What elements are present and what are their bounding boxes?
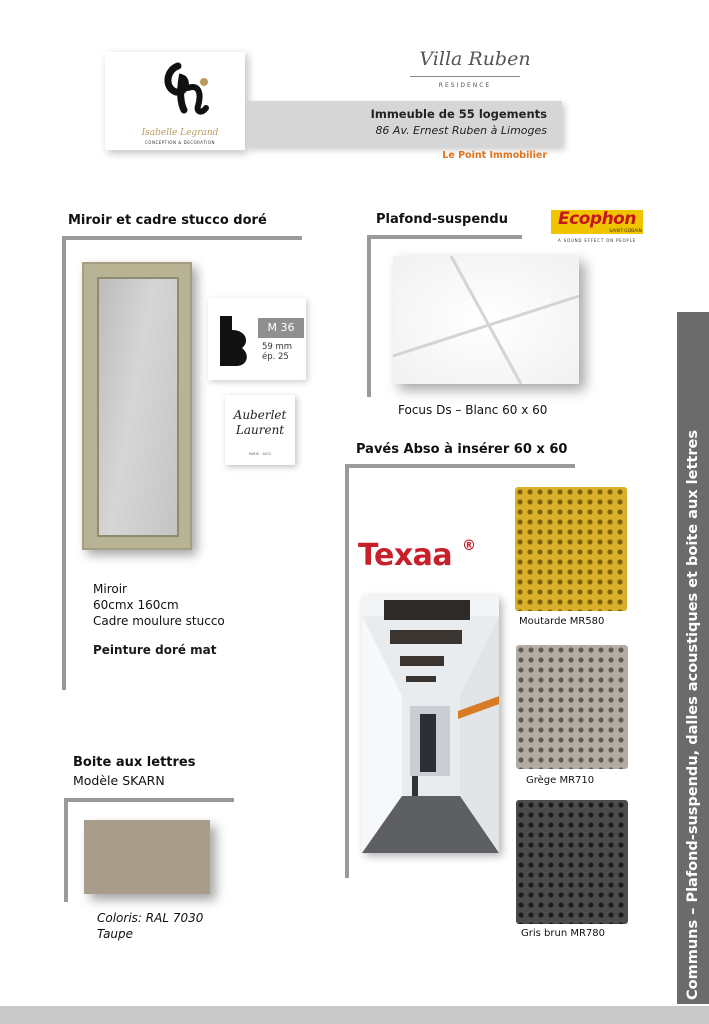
mirror-glass — [97, 277, 179, 537]
molding-dimensions — [262, 342, 292, 362]
mirror-bracket-left — [62, 236, 66, 690]
swatch-label-moutarde: Moutarde MR580 — [519, 616, 605, 627]
paves-section-title: Pavés Abso à insérer 60 x 60 — [356, 442, 568, 457]
mailbox-color-name: Taupe — [97, 927, 134, 941]
designer-logo-icon — [158, 58, 218, 118]
ceiling-bracket-top — [367, 235, 522, 239]
molding-reference: M 36 — [258, 318, 304, 338]
molding-width: 59 mm — [262, 342, 293, 352]
swatch-grege — [516, 645, 628, 769]
paves-bracket-top — [345, 464, 575, 468]
mailbox-color-swatch — [84, 820, 210, 894]
texaa-registered: ® — [462, 538, 476, 554]
texaa-logo: Texaa — [358, 538, 453, 573]
ceiling-tile-image — [393, 256, 579, 384]
mailbox-model: Modèle SKARN — [73, 773, 165, 788]
mirror-desc-line-3: Cadre moulure stucco — [93, 614, 225, 628]
logo-subtitle: CONCEPTION & DECORATION — [145, 140, 215, 145]
mirror-desc-line-1: Miroir — [93, 582, 127, 596]
villa-subtitle: RESIDENCE — [438, 82, 492, 89]
ceiling-section-title: Plafond-suspendu — [376, 212, 508, 227]
swatch-moutarde — [515, 487, 627, 611]
mirror-description — [93, 581, 225, 629]
ecophon-tagline: A SOUND EFFECT ON PEOPLE — [558, 238, 636, 243]
building-address: 86 Av. Ernest Ruben à Limoges — [375, 124, 547, 137]
brand-logo — [225, 408, 295, 438]
villa-title: Villa Ruben — [419, 48, 531, 70]
mailbox-section-title: Boite aux lettres — [73, 755, 196, 770]
mailbox-bracket-top — [64, 798, 234, 802]
brand-small: PARIS · 1872 — [248, 452, 272, 456]
corridor-photo — [362, 596, 499, 853]
ecophon-parent: SAINT-GOBAIN — [609, 229, 642, 234]
swatch-label-gris-brun: Gris brun MR780 — [521, 928, 606, 939]
molding-profile-icon — [218, 312, 252, 370]
mailbox-color-code: Coloris: RAL 7030 — [97, 911, 204, 925]
brand-line-2: Laurent — [235, 423, 285, 437]
building-count: Immeuble de 55 logements — [370, 107, 547, 121]
brand-line-1: Auberlet — [233, 408, 287, 422]
ecophon-logo: Ecophon — [558, 209, 636, 229]
ceiling-caption: Focus Ds – Blanc 60 x 60 — [398, 403, 548, 417]
corridor-illustration — [362, 596, 499, 853]
mailbox-color — [97, 910, 203, 942]
mirror-bracket-top — [62, 236, 302, 240]
logo-name: Isabelle Legrand — [141, 128, 219, 138]
swatch-label-grege: Grège MR710 — [526, 775, 595, 786]
mirror-section-title: Miroir et cadre stucco doré — [68, 213, 267, 228]
villa-divider — [410, 76, 520, 77]
ceiling-grid-lines — [393, 256, 579, 384]
paves-bracket-left — [345, 464, 349, 878]
mirror-paint: Peinture doré mat — [93, 643, 217, 657]
mailbox-bracket-left — [64, 798, 68, 902]
mirror-desc-line-2: 60cmx 160cm — [93, 598, 179, 612]
footer-bar — [0, 1006, 709, 1024]
swatch-gris-brun — [516, 800, 628, 924]
ceiling-bracket-left — [367, 235, 371, 397]
molding-thickness: ép. 25 — [262, 352, 289, 362]
agency-name: Le Point Immobilier — [442, 150, 547, 161]
